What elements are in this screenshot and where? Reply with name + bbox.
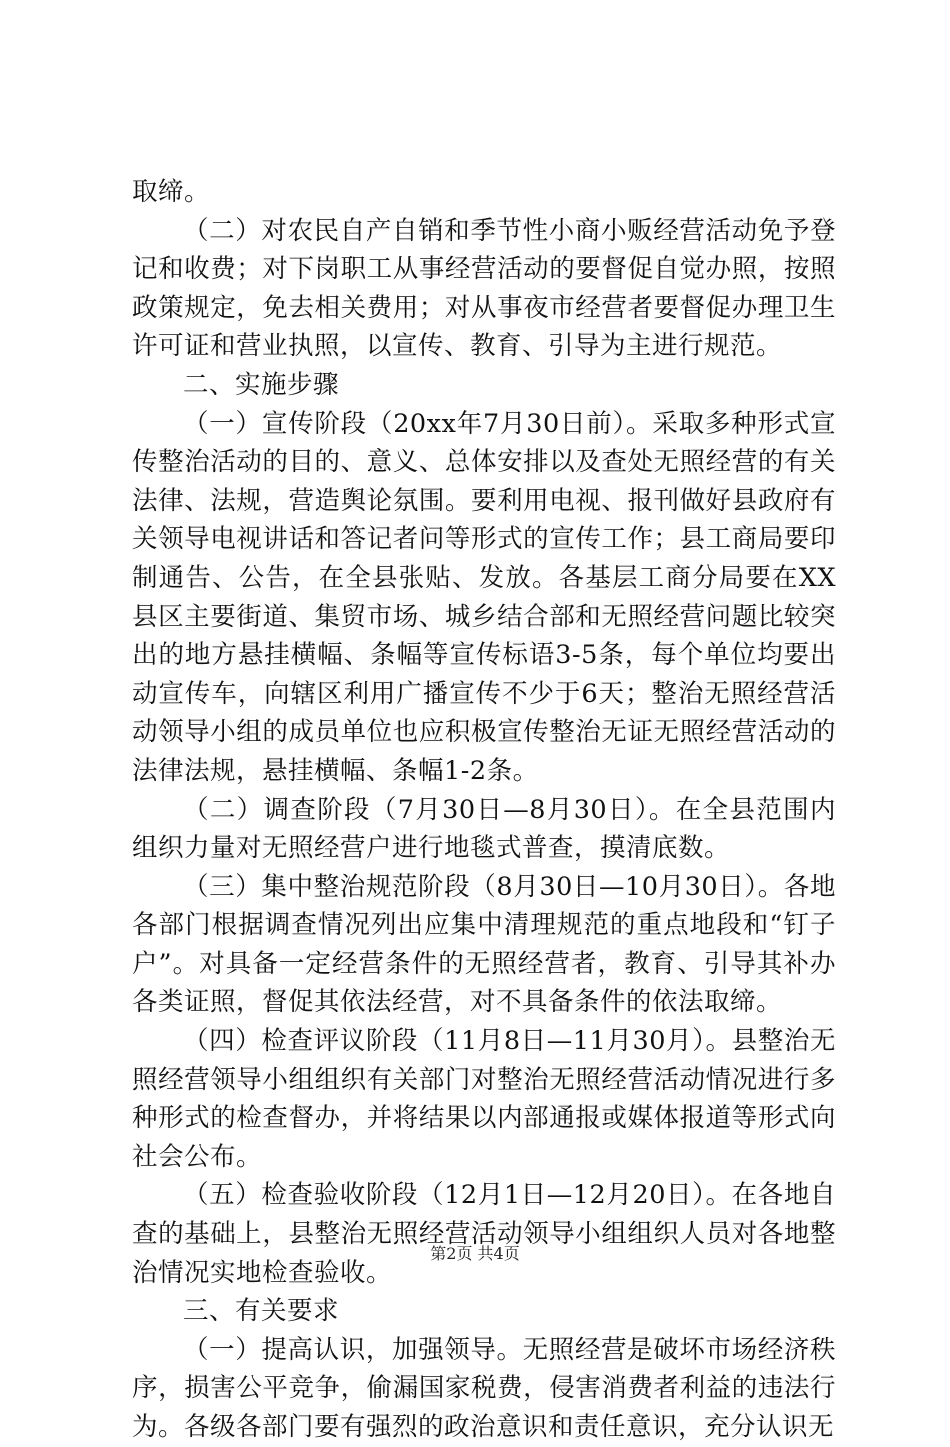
- page-footer: 第2页 共4页: [430, 1244, 520, 1263]
- paragraph-raise-awareness: （一）提高认识，加强领导。无照经营是破坏市场经济秩序，损害公平竞争，偷漏国家税费，侵害消费者利益的违法行为。各级各部门要有强烈的政治意识和责任意识，充分认识无: [132, 1334, 836, 1442]
- paragraph-rectification-stage: （三）集中整治规范阶段（8月30日—10月30日）。各地各部门根据调查情况列出应集中清理规范的重点地段和“钉子户”。对具备一定经营条件的无照经营者，教育、引导其补办各类证照，督促其依法经营，对不具备条件的依法取缔。: [132, 871, 836, 1018]
- paragraph-investigation-stage: （二）调查阶段（7月30日—8月30日）。在全县范围内组织力量对无照经营户进行地毯式普查，摸清底数。: [132, 794, 836, 864]
- paragraph-review-stage: （四）检查评议阶段（11月8日—11月30月）。县整治无照经营领导小组组织有关部门对整治无照经营活动情况进行多种形式的检查督办，并将结果以内部通报或媒体报道等形式向社会公布。: [132, 1026, 836, 1172]
- section-heading-implementation-steps: 二、实施步骤: [183, 369, 340, 400]
- paragraph-continuation: 取缔。: [132, 177, 211, 207]
- paragraph-publicity-stage: （一）宣传阶段（20xx年7月30日前）。采取多种形式宣传整治活动的目的、意义、总体安排以及查处无照经营的有关法律、法规，营造舆论氛围。要利用电视、报刊做好县政府有关领导电视讲话和答记者问等形式的宣传工作；县工商局要印制通告、公告，在全县张贴、发放。各基层工商分局要在XX县区主要街道、集贸市场、城乡结合部和无照经营问题比较突出的地方悬挂横幅、条幅等宣传标语3-5条，每个单位均要出动宣传车，向辖区利用广播宣传不少于6天；整治无照经营活动领导小组的成员单位也应积极宣传整治无证无照经营活动的法律法规，悬挂横幅、条幅1-2条。: [132, 408, 836, 786]
- paragraph-item-2: （二）对农民自产自销和季节性小商小贩经营活动免予登记和收费；对下岗职工从事经营活动的要督促自觉办照，按照政策规定，免去相关费用；对从事夜市经营者要督促办理卫生许可证和营业执照，以宣传、教育、引导为主进行规范。: [132, 215, 836, 362]
- section-heading-requirements: 三、有关要求: [183, 1296, 340, 1327]
- paragraph-acceptance-stage: （五）检查验收阶段（12月1日—12月20日）。在各地自查的基础上，县整治无照经营活动领导小组组织人员对各地整治情况实地检查验收。: [132, 1180, 836, 1288]
